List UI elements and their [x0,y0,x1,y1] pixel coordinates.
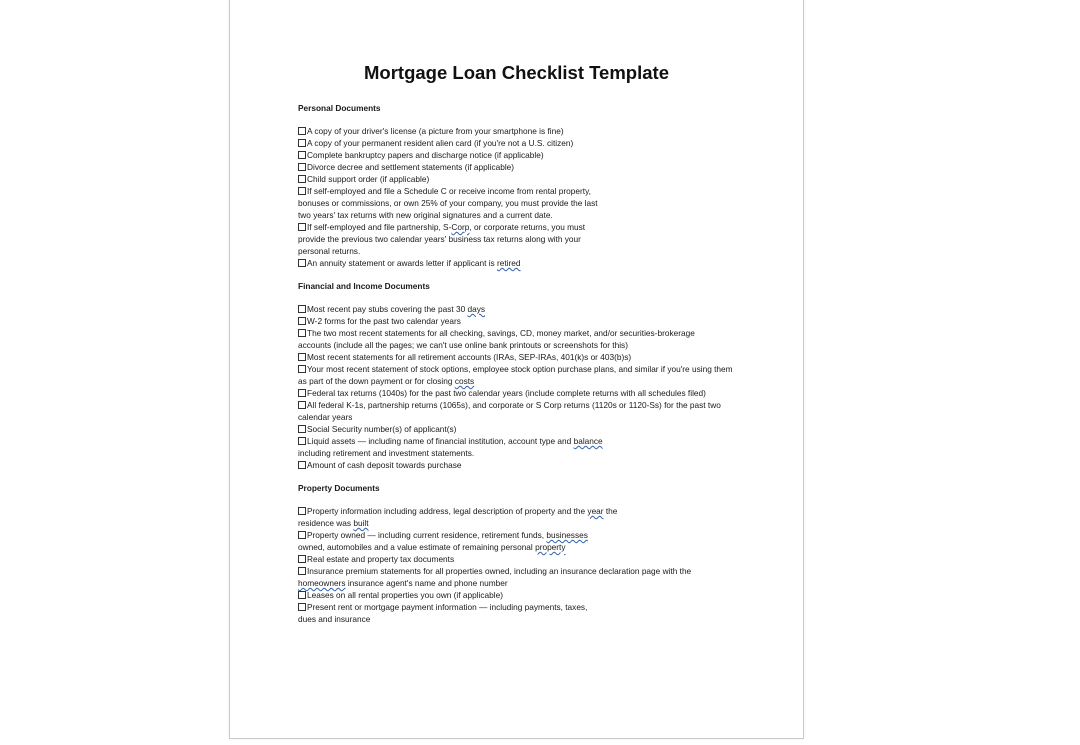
checklist-item: Liquid assets — including name of financial institution, account type and balance including retirement and investment statements. [298,436,603,458]
checklist-item: A copy of your permanent resident alien card (if you're not a U.S. citizen) [298,137,603,149]
checklist-item: Your most recent statement of stock options, employee stock option purchase plans, and similar if you're using them as part of the down payment or for closing costs [298,364,733,386]
checklist-item: An annuity statement or awards letter if applicant is retired [298,257,603,269]
section-heading: Property Documents [298,483,380,493]
checklist-item: Real estate and property tax documents [298,553,738,565]
spellcheck-word: property [535,542,566,552]
checkbox[interactable] [298,175,306,183]
section-heading: Financial and Income Documents [298,281,430,291]
checklist-item: Property owned — including current residence, retirement funds, businesses owned, automobiles and a value estimate of remaining personal property [298,530,588,552]
checkbox[interactable] [298,259,306,267]
checklist-item: Leases on all rental properties you own (if applicable) [298,589,738,601]
checkbox[interactable] [298,329,306,337]
checkbox[interactable] [298,365,306,373]
spellcheck-word: retired [497,258,521,268]
checkbox[interactable] [298,127,306,135]
checklist-item: Property information including address, legal description of property and the year the residence was built [298,506,618,528]
checkbox[interactable] [298,151,306,159]
checklist-item: Social Security number(s) of applicant(s) [298,423,738,435]
checkbox[interactable] [298,317,306,325]
checkbox[interactable] [298,401,306,409]
checkbox[interactable] [298,603,306,611]
checklist-item: W-2 forms for the past two calendar years [298,315,738,327]
checkbox[interactable] [298,507,306,515]
checkbox[interactable] [298,461,306,469]
spellcheck-word: built [353,518,369,528]
checklist-item: Federal tax returns (1040s) for the past two calendar years (include complete returns with all schedules filed) [298,387,738,399]
checklist-item: Child support order (if applicable) [298,173,603,185]
checklist-item: Divorce decree and settlement statements (if applicable) [298,161,603,173]
checklist-item: A copy of your driver's license (a picture from your smartphone is fine) [298,125,603,137]
checkbox[interactable] [298,187,306,195]
checkbox[interactable] [298,163,306,171]
section-financial-documents [298,280,748,471]
document-title: Mortgage Loan Checklist Template [364,62,669,83]
checkbox[interactable] [298,389,306,397]
checklist-item: Most recent pay stubs covering the past 30 days [298,303,738,315]
document-page [229,0,804,739]
document-body [298,102,748,625]
spellcheck-word: costs [454,376,475,386]
checkbox[interactable] [298,555,306,563]
checklist-item: All federal K-1s, partnership returns (1065s), and corporate or S Corp returns (1120s or 1120-Ss) for the past two calendar years [298,400,721,422]
checkbox[interactable] [298,591,306,599]
section-property-documents [298,482,748,625]
checklist-item: If self-employed and file a Schedule C or receive income from rental property, bonuses or commissions, or own 25% of your company, you must provide the last two years' tax returns with new original signatures and a current date. [298,186,598,220]
spellcheck-word: days [467,304,486,314]
checkbox[interactable] [298,531,306,539]
section-personal-documents [298,102,748,269]
spellcheck-word: Corp [451,222,470,232]
checkbox[interactable] [298,425,306,433]
checklist-item: Present rent or mortgage payment information — including payments, taxes, dues and insurance [298,602,588,624]
checklist [298,125,748,269]
checklist-item: Amount of cash deposit towards purchase [298,459,738,471]
checklist-item: Complete bankruptcy papers and discharge notice (if applicable) [298,149,603,161]
checklist-item: Most recent statements for all retirement accounts (IRAs, SEP-IRAs, 401(k)s or 403(b)s) [298,351,738,363]
checkbox[interactable] [298,139,306,147]
section-heading: Personal Documents [298,103,381,113]
checklist-item: Insurance premium statements for all properties owned, including an insurance declaration page with the homeowners insurance agent's name and phone number [298,566,692,588]
checkbox[interactable] [298,223,306,231]
checkbox[interactable] [298,437,306,445]
spellcheck-word: businesses [546,530,588,540]
spellcheck-word: year [587,506,604,516]
checkbox[interactable] [298,305,306,313]
checklist-item: If self-employed and file partnership, S-Corp, or corporate returns, you must provide the previous two calendar years' business tax returns along with your personal returns. [298,222,586,256]
checklist [298,505,748,625]
checkbox[interactable] [298,353,306,361]
checkbox[interactable] [298,567,306,575]
checklist [298,303,748,471]
spellcheck-word: homeowners [298,578,346,588]
checklist-item: The two most recent statements for all checking, savings, CD, money market, and/or securities-brokerage accounts (include all the pages; we can't use online bank printouts or screenshots for this) [298,328,695,350]
spellcheck-word: balance [573,436,603,446]
